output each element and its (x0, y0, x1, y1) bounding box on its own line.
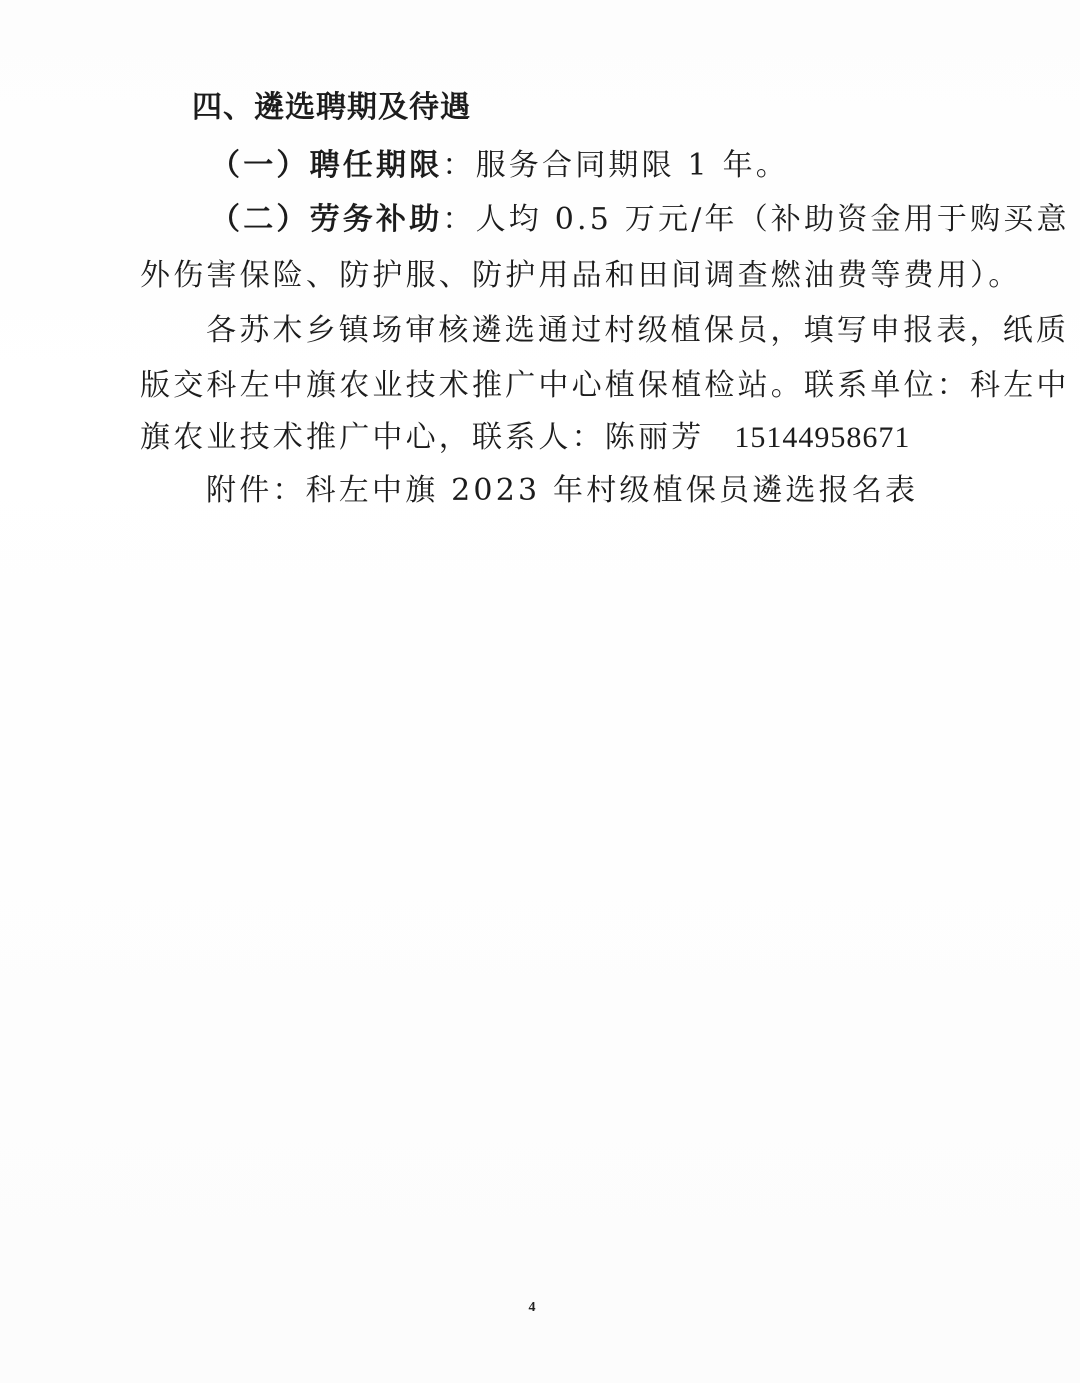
subsidy-text-1: ：人均 0.5 万元/年（补助资金用于购买意 (442, 202, 1070, 237)
contact-phone: 15144958671 (734, 421, 911, 454)
section-heading: 四、遴选聘期及待遇 (192, 90, 471, 125)
subsidy-line-2: 外伤害保险、防护服、防护用品和田间调查燃油费等费用）。 (140, 258, 1022, 293)
paragraph-line-2: 版交科左中旗农业技术推广中心植保植检站。联系单位：科左中 (140, 368, 1070, 403)
paragraph-line-1: 各苏木乡镇场审核遴选通过村级植保员，填写申报表，纸质 (206, 313, 1070, 348)
subsidy-label: （二）劳务补助 (210, 202, 443, 237)
term-period-line (210, 146, 789, 186)
page-number: 4 (528, 1300, 536, 1315)
term-period-text: ：服务合同期限 1 年。 (442, 148, 789, 183)
term-period-label: （一）聘任期限 (210, 148, 443, 183)
attachment-line: 附件：科左中旗 2023 年村级植保员遴选报名表 (206, 473, 919, 508)
subsidy-line-1 (210, 200, 1070, 240)
contact-text: 旗农业技术推广中心，联系人：陈丽芳 (140, 420, 705, 455)
paragraph-line-3 (140, 418, 910, 458)
